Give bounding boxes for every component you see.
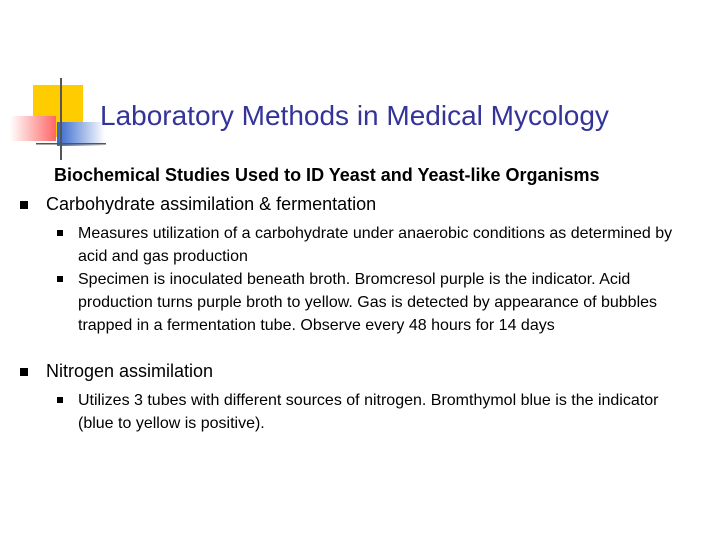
sub-bullet-text: Measures utilization of a carbohydrate under anaerobic conditions as determined by acid and gas production: [78, 225, 673, 265]
bullet-square-icon: [57, 397, 63, 403]
sub-bullet-text: Specimen is inoculated beneath broth. Bromcresol purple is the indicator. Acid production turns purple broth to yellow. Gas is detected by appearance of bubbles trapped in a fermentation tube. Observe every 48 hours for 14 days: [78, 271, 658, 334]
bullet-text: Carbohydrate assimilation & fermentation: [46, 194, 377, 214]
slide-subtitle: Biochemical Studies Used to ID Yeast and Yeast-like Organisms: [54, 165, 600, 185]
decor-vertical-line: [60, 78, 62, 160]
slide-title: Laboratory Methods in Medical Mycology: [100, 100, 609, 131]
decor-horizontal-line: [36, 143, 106, 145]
bullet-text: Nitrogen assimilation: [46, 361, 214, 381]
sub-bullet-text: Utilizes 3 tubes with different sources of nitrogen. Bromthymol blue is the indicator (blue to yellow is positive).: [78, 392, 659, 432]
decor-red-bar: [10, 116, 56, 141]
bullet-square-icon: [57, 276, 63, 282]
decor-blue-bar: [57, 122, 105, 146]
bullet-square-icon: [20, 201, 28, 209]
bullet-square-icon: [20, 368, 28, 376]
decorative-corner-graphic: [0, 0, 110, 170]
bullet-square-icon: [57, 230, 63, 236]
